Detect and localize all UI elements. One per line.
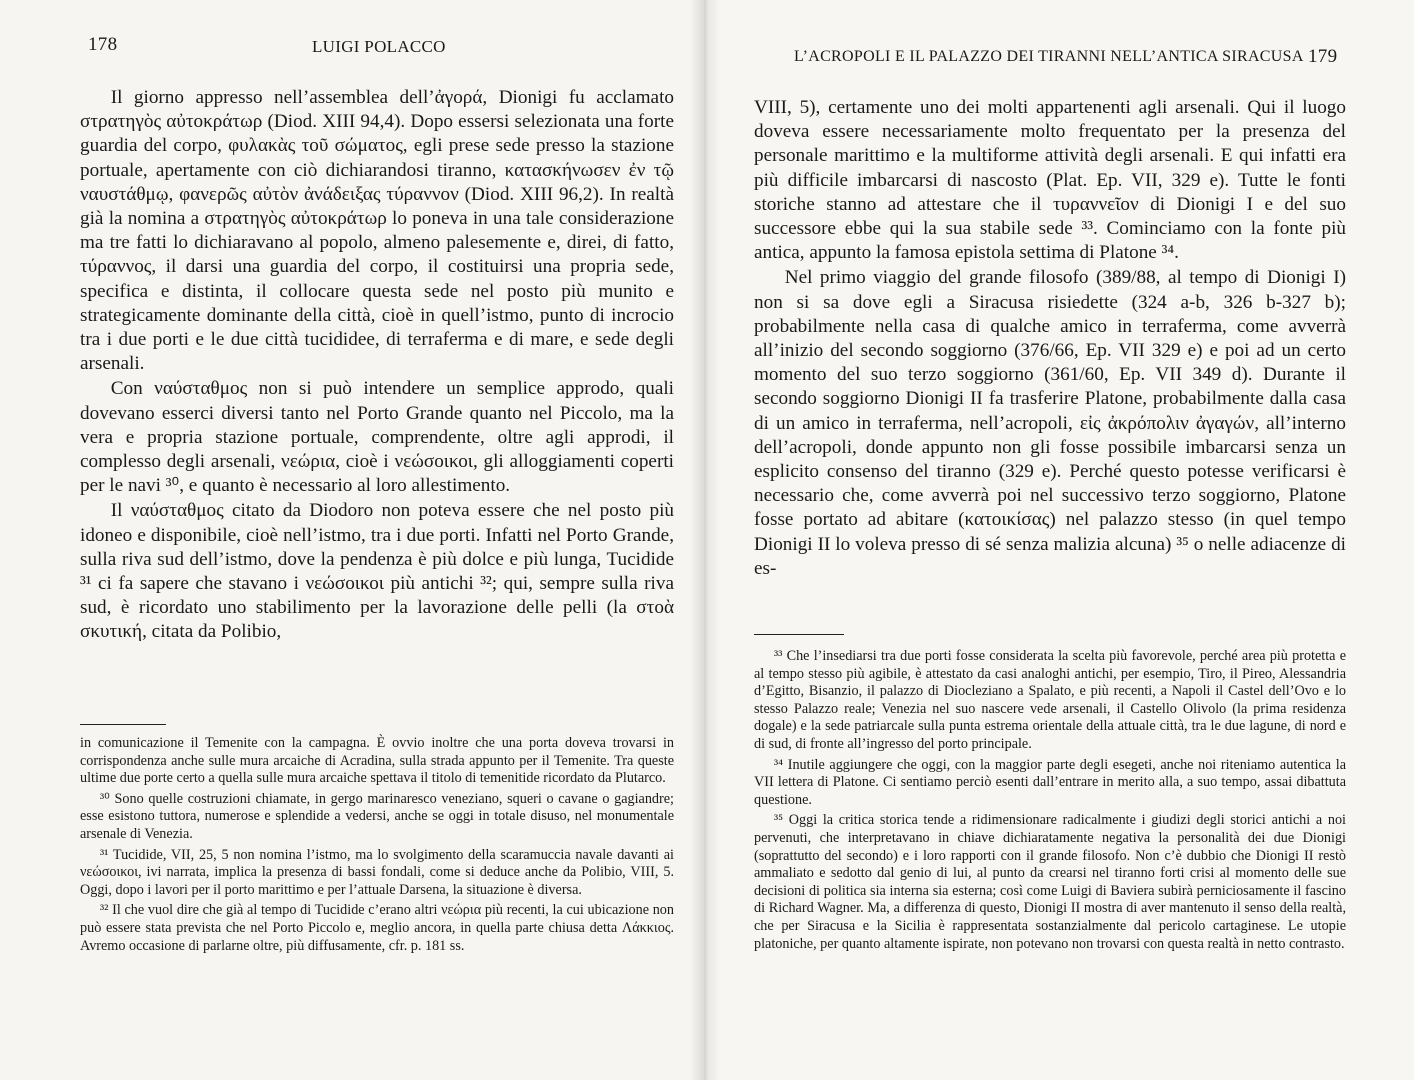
footnote-rule-right bbox=[754, 634, 844, 635]
left-page bbox=[0, 0, 704, 1080]
footnote: ³³ Che l’insediarsi tra due porti fosse considerata la scelta più favorevole, perché area più protetta e al tempo stesso più agibile, è attestato da casi analoghi antichi, per esempio, Tiro, il Pireo, Alessandria d’Egitto, Bisanzio, il palazzo di Diocleziano a Spalato, e più recenti, a Napoli il Castel dell’Ovo e lo stesso Palazzo reale; Venezia nel suo nascere vede arsenali, il Castello Olivolo (la prima residenza dogale) e la sede patriarcale sulla punta estrema orientale della attuale città, tra le due lagune, di nord e di sud, di fronte all’ingresso del porto principale. bbox=[754, 648, 1346, 752]
paragraph: Il giorno appresso nell’assemblea dell’ἀγορά, Dionigi fu acclamato στρατηγὸς αὐτοκράτωρ (Diod. XIII 94,4). Dopo essersi selezionata una forte guardia del corpo, φυλακὰς τοῦ σώματος, egli prese sede presso la stazione portuale, apertamente con ciò dichiarandosi tiranno, κατασκήνωσεν ἐν τῷ ναυστάθμῳ, φανερῶς αὐτὸν ἀνάδειξας τύραννον (Diod. XIII 96,2). In realtà già la nomina a στρατηγὸς αὐτοκράτωρ lo poneva in una tale considerazione ma tre fatti lo dichiaravano al popolo, almeno palesemente e, direi, di fatto, τύραννος, il darsi una guardia del corpo, il costituirsi una propria sede, specifica e distinta, il collocare questa sede nel posto più munito e strategicamente dominante della città, cioè in quell’istmo, punto di incrocio tra i due porti e le due città tucididee, di terraferma e di mare, e sede degli arsenali. bbox=[80, 87, 674, 375]
running-head-left: LUIGI POLACCO bbox=[312, 37, 446, 56]
right-page bbox=[704, 0, 1414, 1080]
left-body-text bbox=[80, 86, 674, 645]
paragraph: Nel primo viaggio del grande filosofo (389/88, al tempo di Dionigi I) non si sa dove egli a Siracusa risiedette (324 a-b, 326 b-327 b); probabilmente nella casa di qualche amico in terraferma, come avverrà all’inizio del secondo soggiorno (376/66, Ep. VII 329 e) e poi ad un certo momento del suo terzo soggiorno (361/60, Ep. VII 349 d). Durante il secondo soggiorno Dionigi II fa trasferire Platone, probabilmente dalla casa di un amico in terraferma, nell’acropoli, εἰς ἀκρόπολιν ἀγαγών, all’interno dell’acropoli, donde appunto non gli fosse possibile imbarcarsi senza un esplicito consenso del tiranno (329 e). Perché questo potesse verificarsi è necessario che, come avverrà poi nel successivo terzo soggiorno, Platone fosse portato ad abitare (κατοικίσας) nel palazzo stesso (in quel tempo Dionigi II lo voleva presso di sé senza malizia alcuna) ³⁵ o nelle adiacenze di es- bbox=[754, 267, 1346, 579]
paragraph: Con ναύσταθμος non si può intendere un semplice approdo, quali dovevano esserci diversi tanto nel Porto Grande quanto nel Piccolo, ma la vera e propria stazione portuale, comprendente, oltre agli approdi, il complesso degli arsenali, νεώρια, cioè i νεώσοικοι, gli alloggiamenti coperti per le navi ³⁰, e quanto è necessario al loro allestimento. bbox=[80, 378, 674, 497]
running-head-right: L’ACROPOLI E IL PALAZZO DEI TIRANNI NELL’ANTICA SIRACUSA bbox=[794, 48, 1304, 65]
page-number-left: 178 bbox=[88, 34, 118, 55]
footnote: ³¹ Tucidide, VII, 25, 5 non nomina l’istmo, ma lo svolgimento della scaramuccia navale davanti ai νεώσοικοι, ivi narrata, implica la presenza di bassi fondali, come si deduce anche da Polibio, VIII, 5. Oggi, dopo i lavori per il porto marittimo e per l’attuale Darsena, la situazione è diversa. bbox=[80, 846, 674, 898]
paragraph: VIII, 5), certamente uno dei molti appartenenti agli arsenali. Qui il luogo doveva essere necessariamente molto frequentato per la presenza del personale marittimo e la multiforme attività degli arsenali. E qui infatti era più difficile imbarcarsi di nascosto (Plat. Ep. VII, 329 e). Tutte le fonti storiche stanno ad attestare che il τυραννεῖον di Dionigi I e del suo successore ebbe qui la sua stabile sede ³³. Cominciamo con la fonte più antica, appunto la famosa epistola settima di Platone ³⁴. bbox=[754, 97, 1346, 264]
paragraph: Il ναύσταθμος citato da Diodoro non poteva essere che nel posto più idoneo e disponibile, cioè nell’istmo, tra i due porti. Infatti nel Porto Grande, sulla riva sud dell’istmo, dove la pendenza è più dolce e più lunga, Tucidide ³¹ ci fa sapere che stavano i νεώσοικοι più antichi ³²; qui, sempre sulla riva sud, è ricordato uno stabilimento per la lavorazione delle pelli (la στοὰ σκυτική, citata da Polibio, bbox=[80, 500, 674, 643]
footnote: ³² Il che vuol dire che già al tempo di Tucidide c’erano altri νεώρια più recenti, la cui ubicazione non può essere stata prevista che nel Porto Piccolo e, meglio ancora, in quella parte chiusa detta Λάκκιος. Avremo occasione di parlarne oltre, più diffusamente, cfr. p. 181 ss. bbox=[80, 902, 674, 954]
left-footnotes bbox=[80, 735, 674, 955]
footnote: ³⁴ Inutile aggiungere che oggi, con la maggior parte degli esegeti, anche noi riteniamo autentica la VII lettera di Platone. Ci sentiamo perciò esenti dall’entrare in merito alla, a suo tempo, assai dibattuta questione. bbox=[754, 756, 1346, 808]
page-number-right: 179 bbox=[1308, 46, 1338, 67]
binding-gutter bbox=[690, 0, 720, 1080]
right-footnotes bbox=[754, 648, 1346, 953]
right-body-text bbox=[754, 96, 1346, 581]
footnote-rule-left bbox=[80, 724, 166, 725]
footnote: ³⁰ Sono quelle costruzioni chiamate, in gergo marinaresco veneziano, squeri o cavane o gagiandre; esse esistono tuttora, numerose e splendide a vedersi, anche se oggi in totale disuso, nel monumentale arsenale di Venezia. bbox=[80, 790, 674, 842]
footnote: ³⁵ Oggi la critica storica tende a ridimensionare radicalmente i giudizi degli storici antichi a noi pervenuti, che interpretavano in chiave dichiaratamente negativa la personalità dei due Dionigi (soprattutto del secondo) e i loro rapporti con il grande filosofo. Non c’è dubbio che Dionigi II restò ammaliato e sedotto dal genio di lui, al punto da crearsi nel tiranno forti crisi al momento delle sue decisioni di politica sia interna sia esterna; così come Luigi di Baviera subirà perniciosamente il fascino di Richard Wagner. Ma, a differenza di questo, Dionigi II mostra di aver mantenuto il senso della realtà, che per Siracusa e la Sicilia è rappresentata sostanzialmente dal pericolo cartaginese. Le utopie platoniche, per quanto altamente ispirate, non potevano non trovarsi con questa realtà in netto contrasto. bbox=[754, 812, 1346, 952]
footnote: in comunicazione il Temenite con la campagna. È ovvio inoltre che una porta doveva trovarsi in corrispondenza anche sulle mura arcaiche di Acradina, sulla strada appunto per il Temenite. Tra queste ultime due porte certo a quella sulle mura arcaiche spettava il titolo di temenitide ricordato da Plutarco. bbox=[80, 735, 674, 787]
